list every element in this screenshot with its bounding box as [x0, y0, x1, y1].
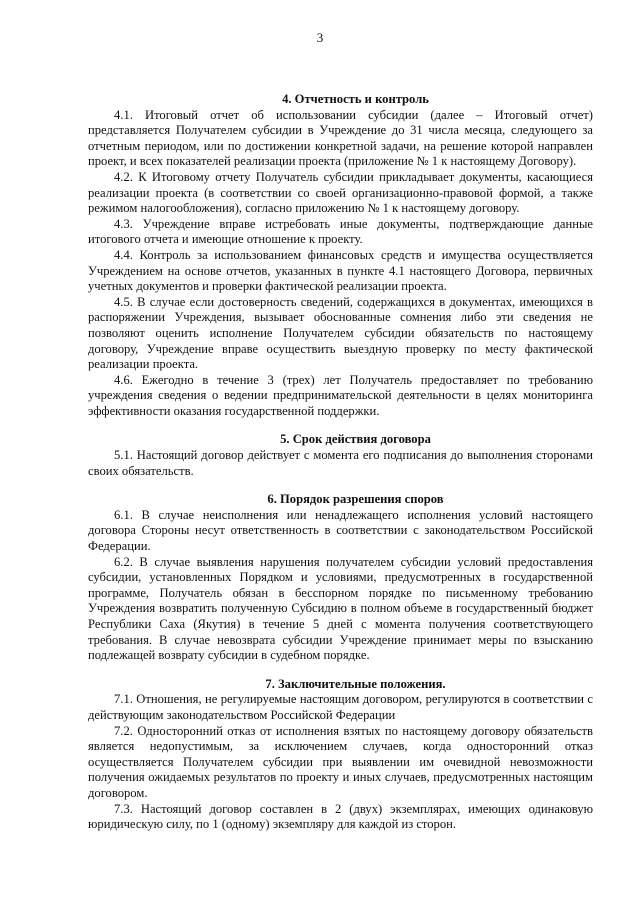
paragraph-6-1: 6.1. В случае неисполнения или ненадлежащего исполнения условий настоящего договора Стороны несут ответственность в соответствии с законодательством Российской Федерации. [88, 507, 593, 554]
paragraph-5-1: 5.1. Настоящий договор действует с момента его подписания до выполнения сторонами своих обязательств. [88, 448, 593, 478]
paragraph-6-2: 6.2. В случае выявления нарушения получателем субсидии условий предоставления субсидии, установленных Порядком и условиями, предусмотренных в государственной программе, Получатель обязан в бесспорном порядке по письменному требованию Учреждения возвратить полученную Субсидию в полном объеме в государственный бюджет Республики Саха (Якутия) в течение 5 дней с момента получения соответствующего требования. В случае невозврата субсидии Учреждение принимает меры по взысканию подлежащей возврату субсидии в судебном порядке. [88, 554, 593, 663]
section-final-provisions [88, 677, 593, 833]
section-title: 4. Отчетность и контроль [282, 92, 429, 106]
paragraph-7-2: 7.2. Односторонний отказ от исполнения взятых по настоящему договору обязательств является недопустимым, за исключением случаев, когда односторонний отказ осуществляется Получателем субсидии при выявлении им очевидной невозможности получения ожидаемых результатов по проекту и иных случаев, предусмотренных настоящим договором. [88, 723, 593, 800]
section-term [88, 432, 593, 479]
paragraph-4-3: 4.3. Учреждение вправе истребовать иные документы, подтверждающие данные итогового отчета и имеющие отношение к проекту. [88, 216, 593, 247]
paragraph-4-4: 4.4. Контроль за использованием финансовых средств и имущества осуществляется Учреждением на основе отчетов, указанных в пункте 4.1 настоящего Договора, первичных учетных документов и проверки фактической реализации проекта. [88, 247, 593, 294]
paragraph-7-3: 7.3. Настоящий договор составлен в 2 (двух) экземплярах, имеющих одинаковую юридическую силу, по 1 (одному) экземпляру для каждой из сторон. [88, 801, 593, 832]
paragraph-4-5: 4.5. В случае если достоверность сведений, содержащихся в документах, имеющихся в распоряжении Учреждения, вызывает обоснованные сомнения либо эти сведения не позволяют оценить исполнение Получателем субсидии обязательств по настоящему договору, Учреждение вправе осуществить выездную проверку по месту фактической реализации проекта. [88, 294, 593, 372]
section-disputes [88, 492, 593, 664]
section-reporting [88, 92, 593, 419]
paragraph-4-1: 4.1. Итоговый отчет об использовании субсидии (далее – Итоговый отчет) представляется Получателем субсидии в Учреждение до 31 числа месяца, следующего за отчетным периодом, или по достижении конкретной задачи, на решение которой направлен проект, и всех показателей реализации проекта (приложение № 1 к настоящему Договору). [88, 107, 593, 169]
paragraph-4-6: 4.6. Ежегодно в течение 3 (трех) лет Получатель предоставляет по требованию учреждения сведения о ведении предпринимательской деятельности в целях мониторинга эффективности оказания государственной поддержки. [88, 372, 593, 418]
paragraph-4-2: 4.2. К Итоговому отчету Получатель субсидии прикладывает документы, касающиеся реализации проекта (в соответствии со своей организационно-правовой формой, а также режимом налогообложения), согласно приложению № 1 к настоящему договору. [88, 169, 593, 216]
section-title: 7. Заключительные положения. [265, 676, 446, 691]
page-number: 3 [316, 30, 324, 45]
section-title: 5. Срок действия договора [280, 432, 431, 447]
section-title: 6. Порядок разрешения споров [267, 492, 444, 507]
paragraph-7-1: 7.1. Отношения, не регулируемые настоящим договором, регулируются в соответствии с действующим законодательством Российской Федерации [88, 692, 593, 722]
document-body [88, 92, 593, 833]
